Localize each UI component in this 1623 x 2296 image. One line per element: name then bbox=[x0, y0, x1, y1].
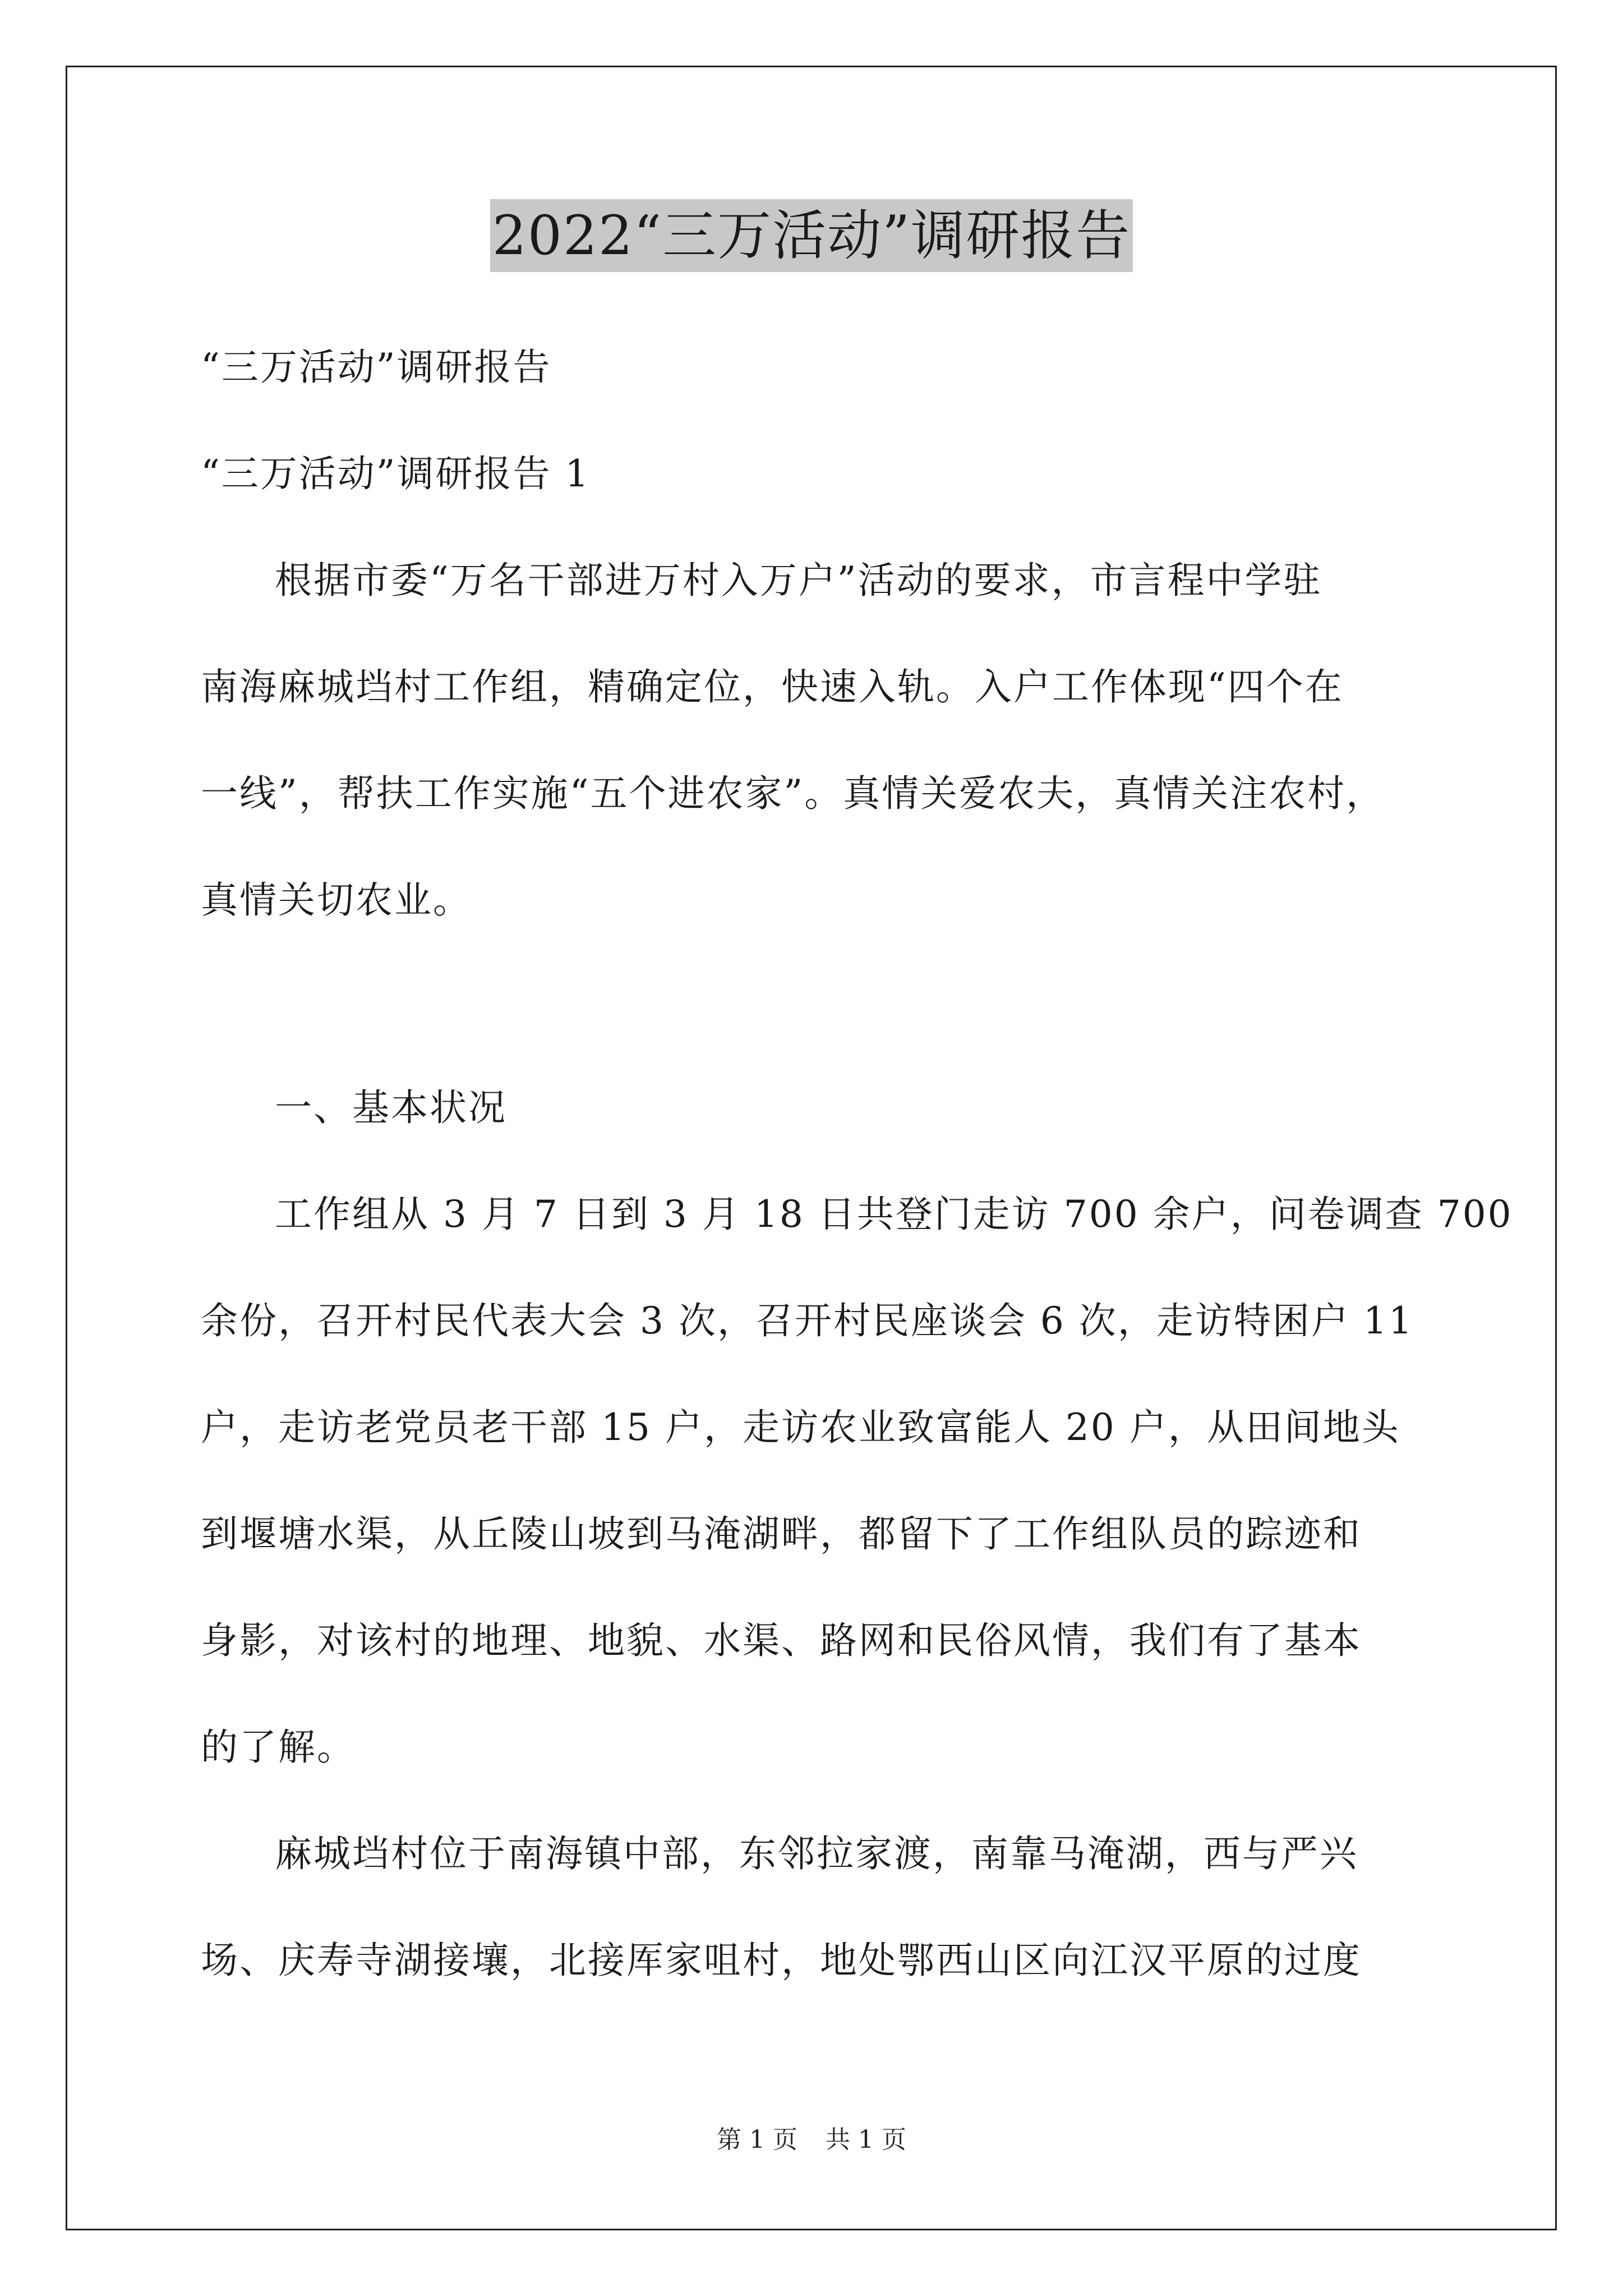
section-title-line: “三万活动”调研报告 1 bbox=[201, 452, 591, 495]
paragraph-line: 根据市委“万名干部进万村入万户”活动的要求，市言程中学驻 bbox=[275, 559, 1322, 602]
paragraph-line: 工作组从 3 月 7 日到 3 月 18 日共登门走访 700 余户，问卷调查 700 bbox=[275, 1193, 1513, 1236]
paragraph-line: 到堰塘水渠，从丘陵山坡到马淹湖畔，都留下了工作组队员的踪迹和 bbox=[201, 1512, 1362, 1556]
paragraph-line: 的了解。 bbox=[201, 1726, 356, 1769]
paragraph-line: 南海麻城垱村工作组，精确定位，快速入轨。入户工作体现“四个在 bbox=[201, 665, 1344, 708]
document-title: 2022“三万活动”调研报告 bbox=[490, 199, 1133, 272]
paragraph-line: 一线”，帮扶工作实施“五个进农家”。真情关爱农夫，真情关注农村， bbox=[201, 772, 1385, 815]
paragraph-line: 麻城垱村位于南海镇中部，东邻拉家渡，南靠马淹湖，西与严兴 bbox=[275, 1832, 1358, 1875]
paragraph-line: 余份，召开村民代表大会 3 次，召开村民座谈会 6 次，走访特困户 11 bbox=[201, 1299, 1414, 1342]
document-body bbox=[201, 346, 1513, 2047]
paragraph-line: 身影，对该村的地理、地貌、水渠、路网和民俗风情，我们有了基本 bbox=[201, 1619, 1362, 1662]
paragraph-line: 户，走访老党员老干部 15 户，走访农业致富能人 20 户，从田间地头 bbox=[201, 1406, 1400, 1449]
title-container bbox=[0, 199, 1623, 272]
paragraph-line: 场、庆寿寺湖接壤，北接厍家咀村，地处鄂西山区向江汉平原的过度 bbox=[201, 1939, 1362, 1982]
page-number: 第 1 页 bbox=[717, 2125, 797, 2154]
paragraph-line: 真情关切农业。 bbox=[201, 878, 472, 922]
heading-basic-status: 一、基本状况 bbox=[275, 1086, 507, 1129]
subtitle-line: “三万活动”调研报告 bbox=[201, 346, 552, 389]
page-footer bbox=[0, 2126, 1623, 2154]
page-total: 共 1 页 bbox=[826, 2125, 906, 2154]
